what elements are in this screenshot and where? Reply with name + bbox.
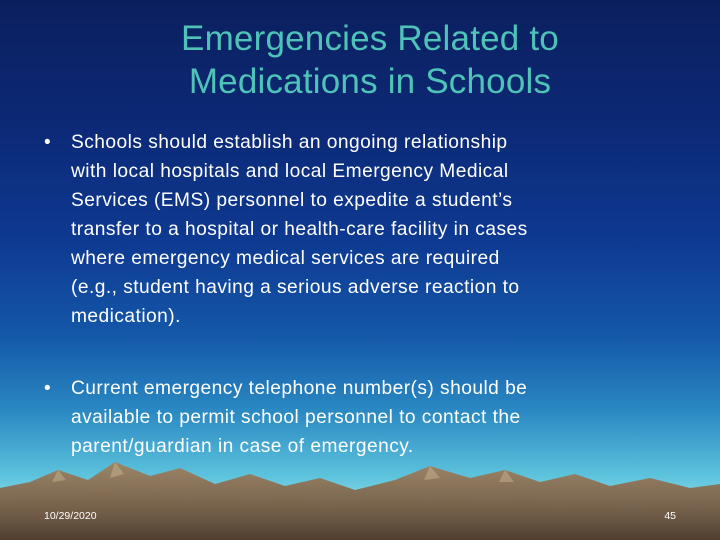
bullet-line: Current emergency telephone number(s) should be (71, 378, 528, 399)
bullet-text (71, 128, 684, 331)
slide-title-line: Emergencies Related to (181, 19, 559, 58)
footer-date: 10/29/2020 (44, 510, 97, 522)
footer-page-number: 45 (664, 510, 676, 522)
slide-title (60, 17, 680, 103)
bullet-line: (e.g., student having a serious adverse reaction to (71, 277, 520, 298)
bullet-line: transfer to a hospital or health-care facility in cases (71, 219, 528, 240)
bullet-item (44, 128, 684, 331)
slide-title-line: Medications in Schools (188, 62, 552, 101)
bullet-list (44, 128, 684, 461)
bullet-line: medication). (71, 306, 181, 327)
bullet-line: Services (EMS) personnel to expedite a student’s (71, 190, 513, 211)
bullet-line: parent/guardian in case of emergency. (71, 436, 414, 457)
bullet-line: Schools should establish an ongoing relationship (71, 132, 508, 153)
bullet-line: with local hospitals and local Emergency Medical (71, 161, 509, 182)
mountain-range-decoration (0, 440, 720, 540)
bullet-line: available to permit school personnel to contact the (71, 407, 521, 428)
bullet-line: where emergency medical services are required (71, 248, 500, 269)
bullet-marker: • (44, 132, 52, 153)
bullet-marker: • (44, 378, 52, 399)
